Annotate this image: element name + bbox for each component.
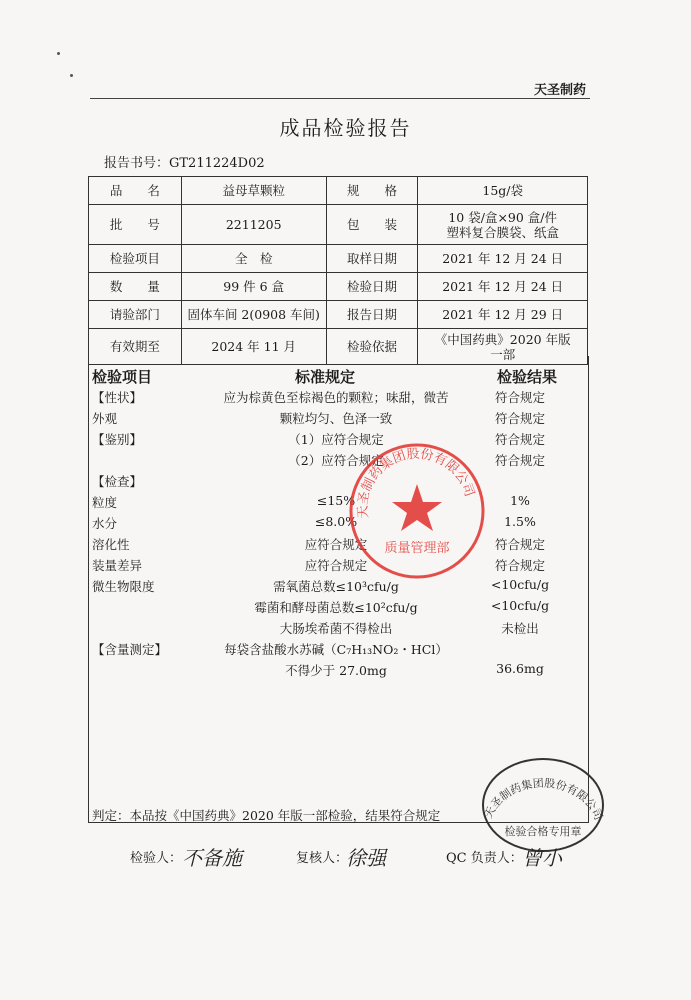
info-value-cell: 固体车间 2(0908 车间) xyxy=(181,301,326,329)
info-value-cell: 99 件 6 盒 xyxy=(181,273,326,301)
result-standard: 应为棕黄色至棕褐色的颗粒；味甜，微苦 xyxy=(223,390,449,405)
result-value: 符合规定 xyxy=(494,453,545,468)
result-standard: 每袋含盐酸水苏碱（C₇H₁₃NO₂・HCl） xyxy=(224,642,448,657)
result-standard: 不得少于 27.0mg xyxy=(285,663,387,678)
result-value: 符合规定 xyxy=(494,411,545,426)
result-value: 符合规定 xyxy=(494,537,545,552)
result-standard: （2）应符合规定 xyxy=(288,453,384,468)
result-item: 水分 xyxy=(92,516,118,531)
company-name: 天圣制药 xyxy=(533,83,586,98)
report-number: 报告书号：GT211224D02 xyxy=(104,156,265,171)
info-value-cell: 2021 年 12 月 24 日 xyxy=(418,245,588,273)
info-label-cell: 取样日期 xyxy=(326,245,418,273)
results-header-standard: 标准规定 xyxy=(295,368,356,386)
info-label-cell: 有效期至 xyxy=(89,329,182,365)
result-value: <10cfu/g xyxy=(490,598,550,613)
info-value-cell: 2024 年 11 月 xyxy=(181,329,326,365)
result-standard: 霉菌和酵母菌总数≤10²cfu/g xyxy=(254,600,418,615)
page-title: 成品检验报告 xyxy=(279,116,412,140)
inspector-signature: 不备施 xyxy=(182,846,242,870)
result-item: 【检查】 xyxy=(92,474,143,489)
result-standard: 颗粒均匀、色泽一致 xyxy=(279,411,393,426)
result-item: 粒度 xyxy=(92,495,118,510)
result-standard: 应符合规定 xyxy=(304,537,368,552)
svg-text:检验合格专用章: 检验合格专用章 xyxy=(504,825,582,838)
info-label-cell: 批 号 xyxy=(89,205,182,245)
result-item: 溶化性 xyxy=(92,537,130,552)
info-label-cell: 规 格 xyxy=(326,177,418,205)
reviewer-signature: 徐强 xyxy=(346,846,386,870)
info-row xyxy=(89,301,588,329)
result-value: 符合规定 xyxy=(494,558,545,573)
result-value: 36.6mg xyxy=(496,661,544,676)
inspection-stamp xyxy=(479,755,607,855)
qc-signature: 曾小 xyxy=(522,846,562,870)
info-row xyxy=(89,205,588,245)
result-item: 【含量测定】 xyxy=(92,642,168,657)
result-value: 符合规定 xyxy=(494,432,545,447)
result-value: <10cfu/g xyxy=(490,577,550,592)
result-value: 1.5% xyxy=(504,514,536,529)
info-label-cell: 请验部门 xyxy=(89,301,182,329)
info-value-cell: 10 袋/盒×90 盒/件 塑料复合膜袋、纸盒 xyxy=(418,205,588,245)
info-label-cell: 检验日期 xyxy=(326,273,418,301)
info-table xyxy=(88,176,588,365)
info-value-cell: 2021 年 12 月 29 日 xyxy=(418,301,588,329)
info-value-cell: 《中国药典》2020 年版 一部 xyxy=(418,329,588,365)
results-header-result: 检验结果 xyxy=(497,368,558,386)
result-standard: ≤8.0% xyxy=(314,514,358,529)
results-header-item: 检验项目 xyxy=(92,368,153,386)
info-row xyxy=(89,245,588,273)
result-item: 外观 xyxy=(92,411,118,426)
result-value: 1% xyxy=(510,493,530,508)
result-item: 【鉴别】 xyxy=(92,432,143,447)
info-row xyxy=(89,273,588,301)
info-label-cell: 品 名 xyxy=(89,177,182,205)
quality-department-stamp xyxy=(346,440,488,582)
result-value: 未检出 xyxy=(501,621,539,636)
info-label-cell: 报告日期 xyxy=(326,301,418,329)
info-row xyxy=(89,177,588,205)
result-item: 【性状】 xyxy=(92,390,143,405)
header-rule xyxy=(90,98,590,99)
svg-text:天圣制药集团股份有限公司: 天圣制药集团股份有限公司 xyxy=(355,446,477,519)
result-value: 符合规定 xyxy=(494,390,545,405)
svg-text:质量管理部: 质量管理部 xyxy=(384,541,450,556)
info-value-cell: 全 检 xyxy=(181,245,326,273)
info-label-cell: 数 量 xyxy=(89,273,182,301)
result-item: 装量差异 xyxy=(92,558,143,573)
info-label-cell: 检验项目 xyxy=(89,245,182,273)
result-standard: （1）应符合规定 xyxy=(288,432,384,447)
info-value-cell: 2211205 xyxy=(181,205,326,245)
info-value-cell: 15g/袋 xyxy=(418,177,588,205)
result-standard: ≤15% xyxy=(316,493,356,508)
result-item: 微生物限度 xyxy=(92,579,155,594)
paper-speck xyxy=(70,74,73,77)
paper-speck xyxy=(57,52,60,55)
info-value-cell: 2021 年 12 月 24 日 xyxy=(418,273,588,301)
result-standard: 需氧菌总数≤10³cfu/g xyxy=(273,579,399,594)
info-label-cell: 检验依据 xyxy=(326,329,418,365)
inspector-label: 检验人： xyxy=(130,851,183,866)
info-value-cell: 益母草颗粒 xyxy=(181,177,326,205)
qc-label: QC 负责人： xyxy=(446,851,523,866)
svg-text:天圣制药集团股份有限公司: 天圣制药集团股份有限公司 xyxy=(481,776,606,823)
reviewer-label: 复核人： xyxy=(296,851,349,866)
info-label-cell: 包 装 xyxy=(326,205,418,245)
verdict: 判定：本品按《中国药典》2020 年版一部检验，结果符合规定 xyxy=(92,808,441,823)
result-standard: 应符合规定 xyxy=(304,558,368,573)
result-standard: 大肠埃希菌不得检出 xyxy=(279,621,393,636)
